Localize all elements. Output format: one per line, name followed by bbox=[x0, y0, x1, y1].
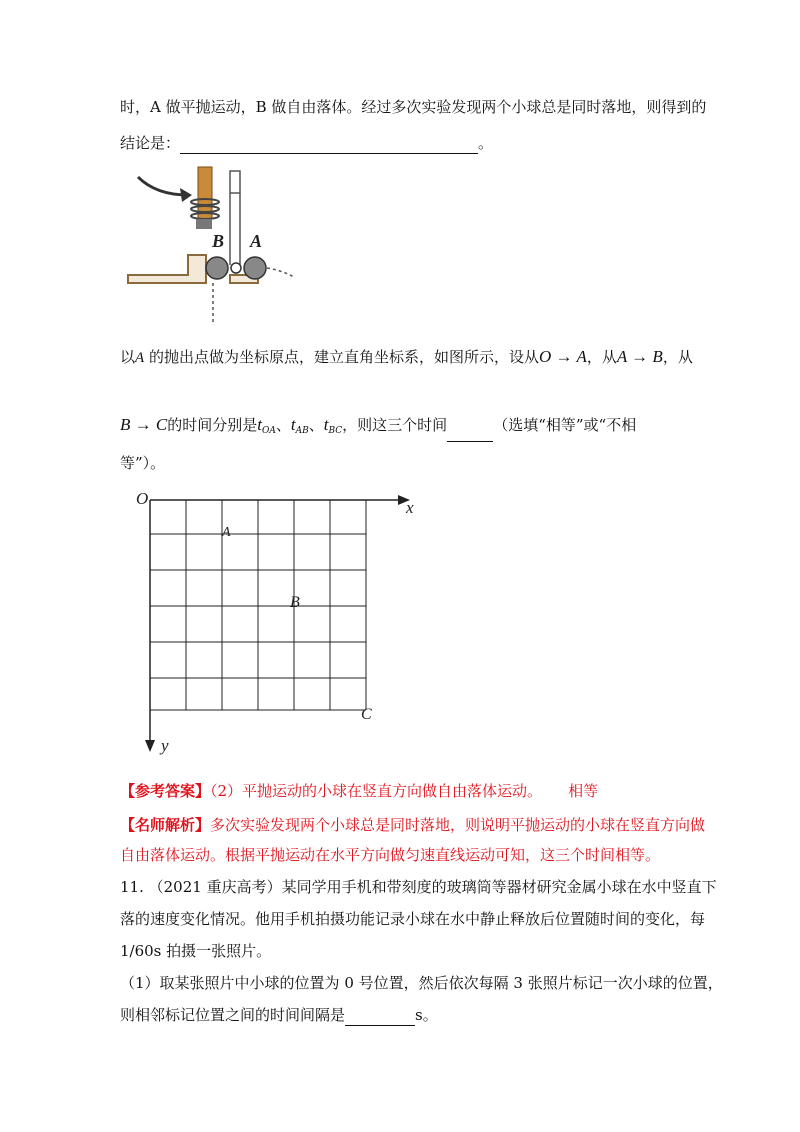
q11-text-4: （1）取某张照片中小球的位置为 0 号位置，然后依次每隔 3 张照片标记一次小球的位置， bbox=[120, 974, 723, 992]
time-blank[interactable] bbox=[447, 425, 493, 442]
line4-c: （选填“相等”或“不相 bbox=[493, 416, 637, 434]
q10-line-5 bbox=[120, 452, 690, 474]
coordinate-grid-figure bbox=[130, 488, 430, 760]
q11-text-5-suffix: s。 bbox=[415, 1006, 438, 1024]
apparatus-label-b: B bbox=[212, 231, 225, 251]
apparatus-figure bbox=[126, 165, 306, 325]
t-bc-t: t bbox=[323, 415, 329, 434]
q10-line-2 bbox=[120, 132, 690, 154]
grid-label-y: y bbox=[161, 736, 169, 755]
line4-b: ，则这三个时间 bbox=[342, 416, 448, 434]
q11-line-5 bbox=[120, 1004, 690, 1026]
grid-label-o: O bbox=[136, 489, 149, 508]
conclusion-end: 。 bbox=[478, 134, 494, 152]
arrow-head-icon bbox=[180, 188, 192, 202]
analysis-line-2 bbox=[120, 844, 690, 866]
answer-value: 相等 bbox=[568, 782, 599, 800]
b-to-c: B → C bbox=[120, 415, 168, 434]
o-to-a: O → A bbox=[538, 347, 587, 366]
y-axis-arrow-icon bbox=[145, 740, 155, 752]
conclusion-blank[interactable] bbox=[180, 137, 478, 154]
analysis-text-1: 多次实验发现两个小球总是同时落地，则说明平抛运动的小球在竖直方向做 bbox=[210, 816, 706, 834]
grid-point-c: C bbox=[361, 706, 372, 723]
q11-line-4 bbox=[120, 972, 723, 994]
hammer-arrow bbox=[138, 177, 188, 195]
q11-text-2: 落的速度变化情况。他用手机拍摄功能记录小球在水中静止释放后位置随时间的变化，每 bbox=[120, 910, 706, 928]
t-oa-t: t bbox=[257, 415, 262, 434]
line3-a: 以 bbox=[120, 348, 136, 366]
ball-a bbox=[244, 257, 266, 279]
t-ab-t: t bbox=[290, 415, 296, 434]
line4-a: 的时间分别是 bbox=[167, 416, 258, 434]
q11-text-1: 11. （2021 重庆高考）某同学用手机和带刻度的玻璃筒等器材研究金属小球在水中竖直下 bbox=[120, 878, 717, 896]
grid-point-b: B bbox=[290, 594, 300, 611]
line3-c: ，从 bbox=[586, 348, 617, 366]
hammer-head bbox=[196, 219, 212, 229]
base-left bbox=[128, 255, 206, 283]
ball-b bbox=[206, 257, 228, 279]
q11-text-5-prefix: 则相邻标记位置之间的时间间隔是 bbox=[120, 1006, 346, 1024]
sep-2: 、 bbox=[308, 416, 324, 434]
apparatus-label-a: A bbox=[250, 231, 263, 251]
q10-line-4 bbox=[120, 414, 690, 442]
sep-1: 、 bbox=[275, 416, 291, 434]
t-bc-sub: BC bbox=[328, 426, 343, 436]
var-a: A bbox=[135, 350, 145, 366]
q11-line-1 bbox=[120, 876, 717, 898]
projectile-path bbox=[267, 268, 294, 277]
analysis-line-1 bbox=[120, 814, 706, 836]
analysis-text-2: 自由落体运动。根据平抛运动在水平方向做匀速直线运动可知，这三个时间相等。 bbox=[120, 846, 661, 864]
q10-line-3 bbox=[120, 346, 693, 369]
analysis-tag: 【名师解析】 bbox=[120, 816, 211, 834]
a-to-b: A → B bbox=[616, 347, 663, 366]
t-oa-sub: OA bbox=[261, 426, 276, 436]
grid-label-x: x bbox=[406, 498, 414, 517]
q10-line-1 bbox=[120, 96, 707, 118]
line3-b: 的抛出点做为坐标原点，建立直角坐标系，如图所示，设从 bbox=[144, 348, 539, 366]
conclusion-label: 结论是： bbox=[120, 134, 181, 152]
answer-tag: 【参考答案】 bbox=[120, 782, 211, 800]
post-top bbox=[230, 171, 240, 193]
line5-text: 等”）。 bbox=[120, 454, 166, 472]
q11-line-2 bbox=[120, 908, 706, 930]
q10-line-1-text: 时，A 做平抛运动，B 做自由落体。经过多次实验发现两个小球总是同时落地，则得到的 bbox=[120, 98, 707, 116]
grid-point-a: A bbox=[222, 525, 231, 540]
q11-text-3: 1/60s 拍摄一张照片。 bbox=[120, 942, 272, 960]
answer-line bbox=[120, 780, 690, 802]
q11-line-3 bbox=[120, 940, 690, 962]
answer-text: （2）平抛运动的小球在竖直方向做自由落体运动。 bbox=[210, 782, 543, 800]
interval-blank[interactable] bbox=[345, 1009, 415, 1026]
grid-lines bbox=[150, 500, 366, 710]
line3-d: ，从 bbox=[662, 348, 693, 366]
t-ab-sub: AB bbox=[295, 426, 309, 436]
